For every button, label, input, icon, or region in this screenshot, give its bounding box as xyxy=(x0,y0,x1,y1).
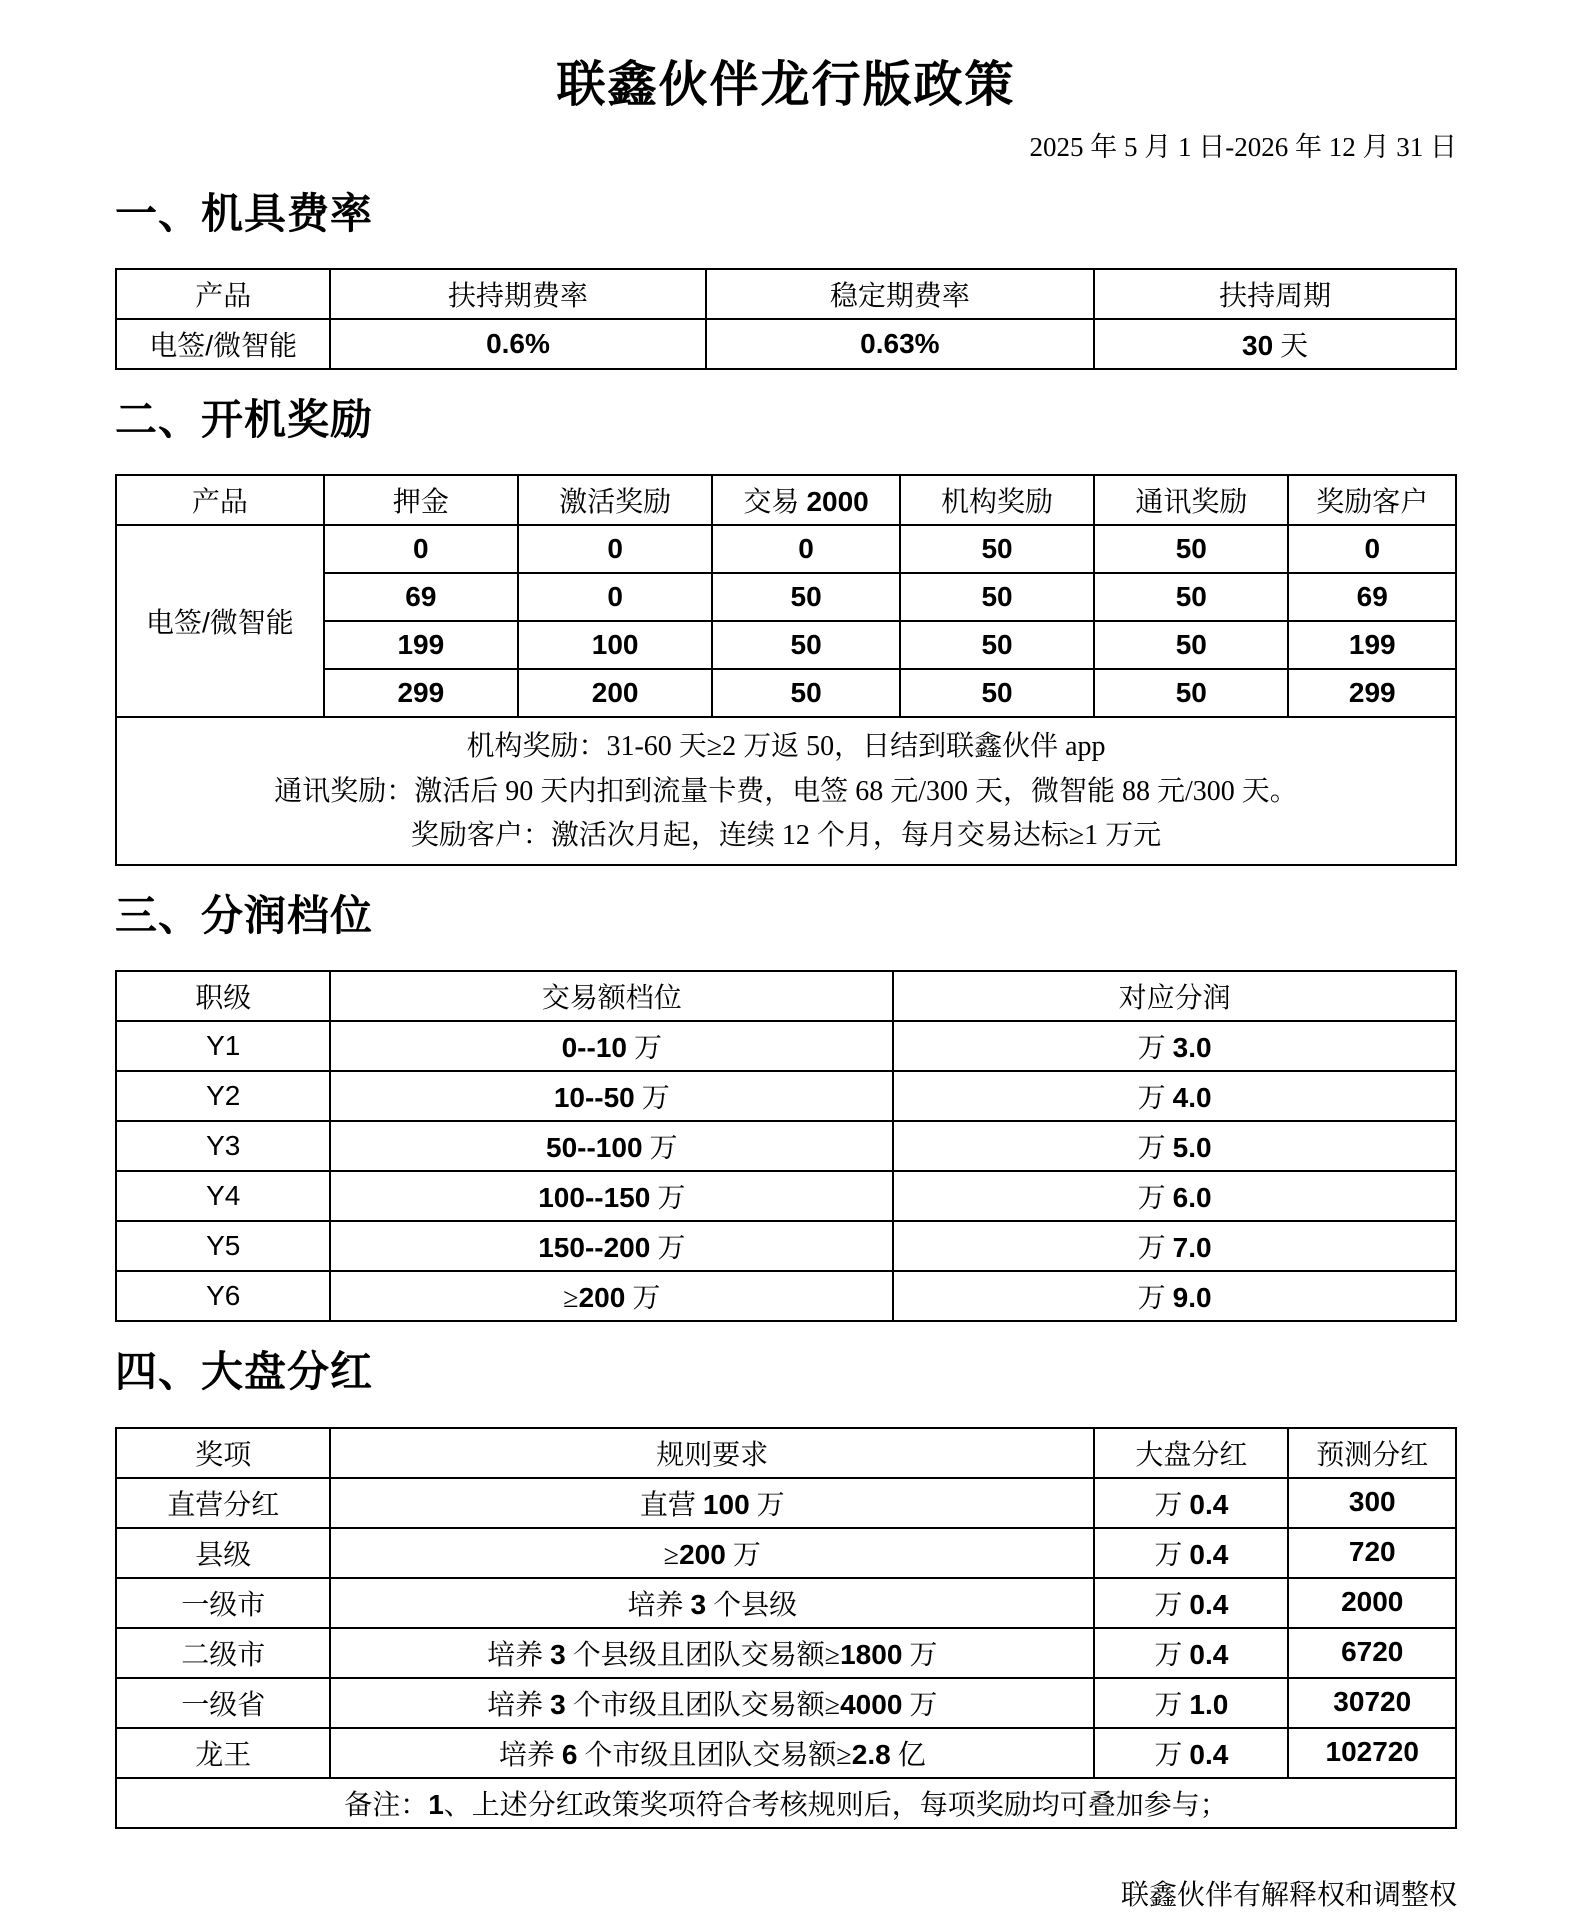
table-cell: 万 9.0 xyxy=(893,1271,1456,1321)
row-label: 一级市 xyxy=(116,1578,330,1628)
table-cell: 150--200 万 xyxy=(330,1221,893,1271)
table-cell: 30 天 xyxy=(1094,319,1456,369)
table-cell: ≥200 万 xyxy=(330,1271,893,1321)
table-cell: 2000 xyxy=(1288,1578,1456,1628)
row-label: Y1 xyxy=(116,1021,330,1071)
row-label: Y5 xyxy=(116,1221,330,1271)
table-cell: 30720 xyxy=(1288,1678,1456,1728)
column-header-dividend: 大盘分红 xyxy=(1094,1428,1288,1478)
table-cell: 0 xyxy=(1288,525,1456,573)
table-row xyxy=(116,1528,1456,1578)
table-header-row xyxy=(116,269,1456,319)
table-cell: 0 xyxy=(518,573,712,621)
table-cell: 299 xyxy=(1288,669,1456,717)
row-label: 电签/微智能 xyxy=(116,525,324,717)
table-row xyxy=(116,525,1456,573)
table-notes-row xyxy=(116,717,1456,865)
table-cell: 69 xyxy=(1288,573,1456,621)
row-label: 县级 xyxy=(116,1528,330,1578)
table-row xyxy=(116,1171,1456,1221)
table-cell: 万 5.0 xyxy=(893,1121,1456,1171)
column-header-profit-share: 对应分润 xyxy=(893,971,1456,1021)
table-cell: 50 xyxy=(1094,621,1288,669)
table-cell: 0 xyxy=(324,525,518,573)
column-header-comm-reward: 通讯奖励 xyxy=(1094,475,1288,525)
table-cell: 720 xyxy=(1288,1528,1456,1578)
table-row xyxy=(116,319,1456,369)
policy-period: 2025 年 5 月 1 日-2026 年 12 月 31 日 xyxy=(1029,131,1457,162)
table-cell: 0.6% xyxy=(330,319,705,369)
table-cell: 50 xyxy=(900,669,1094,717)
table-cell: 50 xyxy=(900,621,1094,669)
table-cell: 200 xyxy=(518,669,712,717)
column-header-award: 奖项 xyxy=(116,1428,330,1478)
table-cell: 0--10 万 xyxy=(330,1021,893,1071)
table-cell: 万 4.0 xyxy=(893,1071,1456,1121)
column-header-activation-reward: 激活奖励 xyxy=(518,475,712,525)
machine-rate-table xyxy=(115,268,1457,370)
table-cell: 10--50 万 xyxy=(330,1071,893,1121)
table-cell: 300 xyxy=(1288,1478,1456,1528)
table-cell: ≥200 万 xyxy=(330,1528,1094,1578)
column-header-rule: 规则要求 xyxy=(330,1428,1094,1478)
table-cell: 102720 xyxy=(1288,1728,1456,1778)
table-cell: 50 xyxy=(900,573,1094,621)
column-header-customer-reward: 奖励客户 xyxy=(1288,475,1456,525)
table-header-row xyxy=(116,1428,1456,1478)
table-cell: 万 3.0 xyxy=(893,1021,1456,1071)
table-cell: 万 7.0 xyxy=(893,1221,1456,1271)
table-cell: 50 xyxy=(712,573,900,621)
document-title: 联鑫伙伴龙行版政策 xyxy=(556,58,1016,112)
table-header-row xyxy=(116,971,1456,1021)
row-label: Y4 xyxy=(116,1171,330,1221)
row-label: 电签/微智能 xyxy=(116,319,330,369)
row-label: 直营分红 xyxy=(116,1478,330,1528)
note-line-agency: 机构奖励：31-60 天≥2 万返 50，日结到联鑫伙伴 app xyxy=(466,731,1106,763)
remark-cell: 备注：1、上述分红政策奖项符合考核规则后，每项奖励均可叠加参与； xyxy=(116,1778,1456,1828)
table-cell: 万 1.0 xyxy=(1094,1678,1288,1728)
table-cell: 69 xyxy=(324,573,518,621)
column-header-volume-tier: 交易额档位 xyxy=(330,971,893,1021)
table-cell: 培养 3 个市级且团队交易额≥4000 万 xyxy=(330,1678,1094,1728)
column-header-deposit: 押金 xyxy=(324,475,518,525)
table-cell: 培养 3 个县级且团队交易额≥1800 万 xyxy=(330,1628,1094,1678)
table-remark-row xyxy=(116,1778,1456,1828)
column-header-rank: 职级 xyxy=(116,971,330,1021)
table-cell: 299 xyxy=(324,669,518,717)
table-row xyxy=(116,1478,1456,1528)
table-cell: 培养 3 个县级 xyxy=(330,1578,1094,1628)
table-row xyxy=(116,1021,1456,1071)
note-line-comm: 通讯奖励：激活后 90 天内扣到流量卡费，电签 68 元/300 天，微智能 88 元/300 天。 xyxy=(274,775,1298,807)
table-cell: 0 xyxy=(518,525,712,573)
table-row xyxy=(116,1271,1456,1321)
table-row xyxy=(116,1071,1456,1121)
column-header-product: 产品 xyxy=(116,475,324,525)
table-cell: 万 0.4 xyxy=(1094,1628,1288,1678)
note-line-customer: 奖励客户：激活次月起，连续 12 个月，每月交易达标≥1 万元 xyxy=(410,819,1162,851)
table-row xyxy=(116,1121,1456,1171)
section-2-heading: 二、开机奖励 xyxy=(115,396,374,444)
table-row xyxy=(116,1728,1456,1778)
table-cell: 50 xyxy=(1094,573,1288,621)
table-cell: 万 6.0 xyxy=(893,1171,1456,1221)
column-header-support-period: 扶持周期 xyxy=(1094,269,1456,319)
table-cell: 万 0.4 xyxy=(1094,1478,1288,1528)
table-cell: 万 0.4 xyxy=(1094,1578,1288,1628)
table-cell: 6720 xyxy=(1288,1628,1456,1678)
table-cell: 培养 6 个市级且团队交易额≥2.8 亿 xyxy=(330,1728,1094,1778)
column-header-forecast: 预测分红 xyxy=(1288,1428,1456,1478)
row-label: 二级市 xyxy=(116,1628,330,1678)
table-header-row xyxy=(116,475,1456,525)
table-cell: 直营 100 万 xyxy=(330,1478,1094,1528)
column-header-support-rate: 扶持期费率 xyxy=(330,269,705,319)
row-label: 一级省 xyxy=(116,1678,330,1728)
table-row xyxy=(116,1578,1456,1628)
table-cell: 100--150 万 xyxy=(330,1171,893,1221)
row-label: Y6 xyxy=(116,1271,330,1321)
table-cell: 199 xyxy=(324,621,518,669)
table-cell: 万 0.4 xyxy=(1094,1528,1288,1578)
table-row xyxy=(116,1221,1456,1271)
column-header-product: 产品 xyxy=(116,269,330,319)
table-cell: 0 xyxy=(712,525,900,573)
activation-reward-table xyxy=(115,474,1457,866)
dividend-table xyxy=(115,1427,1457,1829)
section-3-heading: 三、分润档位 xyxy=(115,891,374,939)
column-header-stable-rate: 稳定期费率 xyxy=(706,269,1095,319)
table-cell: 50--100 万 xyxy=(330,1121,893,1171)
table-row xyxy=(116,1628,1456,1678)
rights-statement: 联鑫伙伴有解释权和调整权 xyxy=(1120,1879,1457,1911)
table-cell: 50 xyxy=(1094,525,1288,573)
table-cell: 199 xyxy=(1288,621,1456,669)
column-header-agency-reward: 机构奖励 xyxy=(900,475,1094,525)
row-label: 龙王 xyxy=(116,1728,330,1778)
table-cell: 50 xyxy=(712,669,900,717)
profit-share-tier-table xyxy=(115,970,1457,1322)
table-notes-cell xyxy=(116,717,1456,865)
section-1-heading: 一、机具费率 xyxy=(115,189,374,237)
table-row xyxy=(116,1678,1456,1728)
table-cell: 万 0.4 xyxy=(1094,1728,1288,1778)
column-header-trade-2000: 交易 2000 xyxy=(712,475,900,525)
table-cell: 0.63% xyxy=(706,319,1095,369)
section-4-heading: 四、大盘分红 xyxy=(115,1348,374,1396)
table-cell: 50 xyxy=(900,525,1094,573)
table-cell: 100 xyxy=(518,621,712,669)
row-label: Y3 xyxy=(116,1121,330,1171)
table-cell: 50 xyxy=(1094,669,1288,717)
table-cell: 50 xyxy=(712,621,900,669)
row-label: Y2 xyxy=(116,1071,330,1121)
